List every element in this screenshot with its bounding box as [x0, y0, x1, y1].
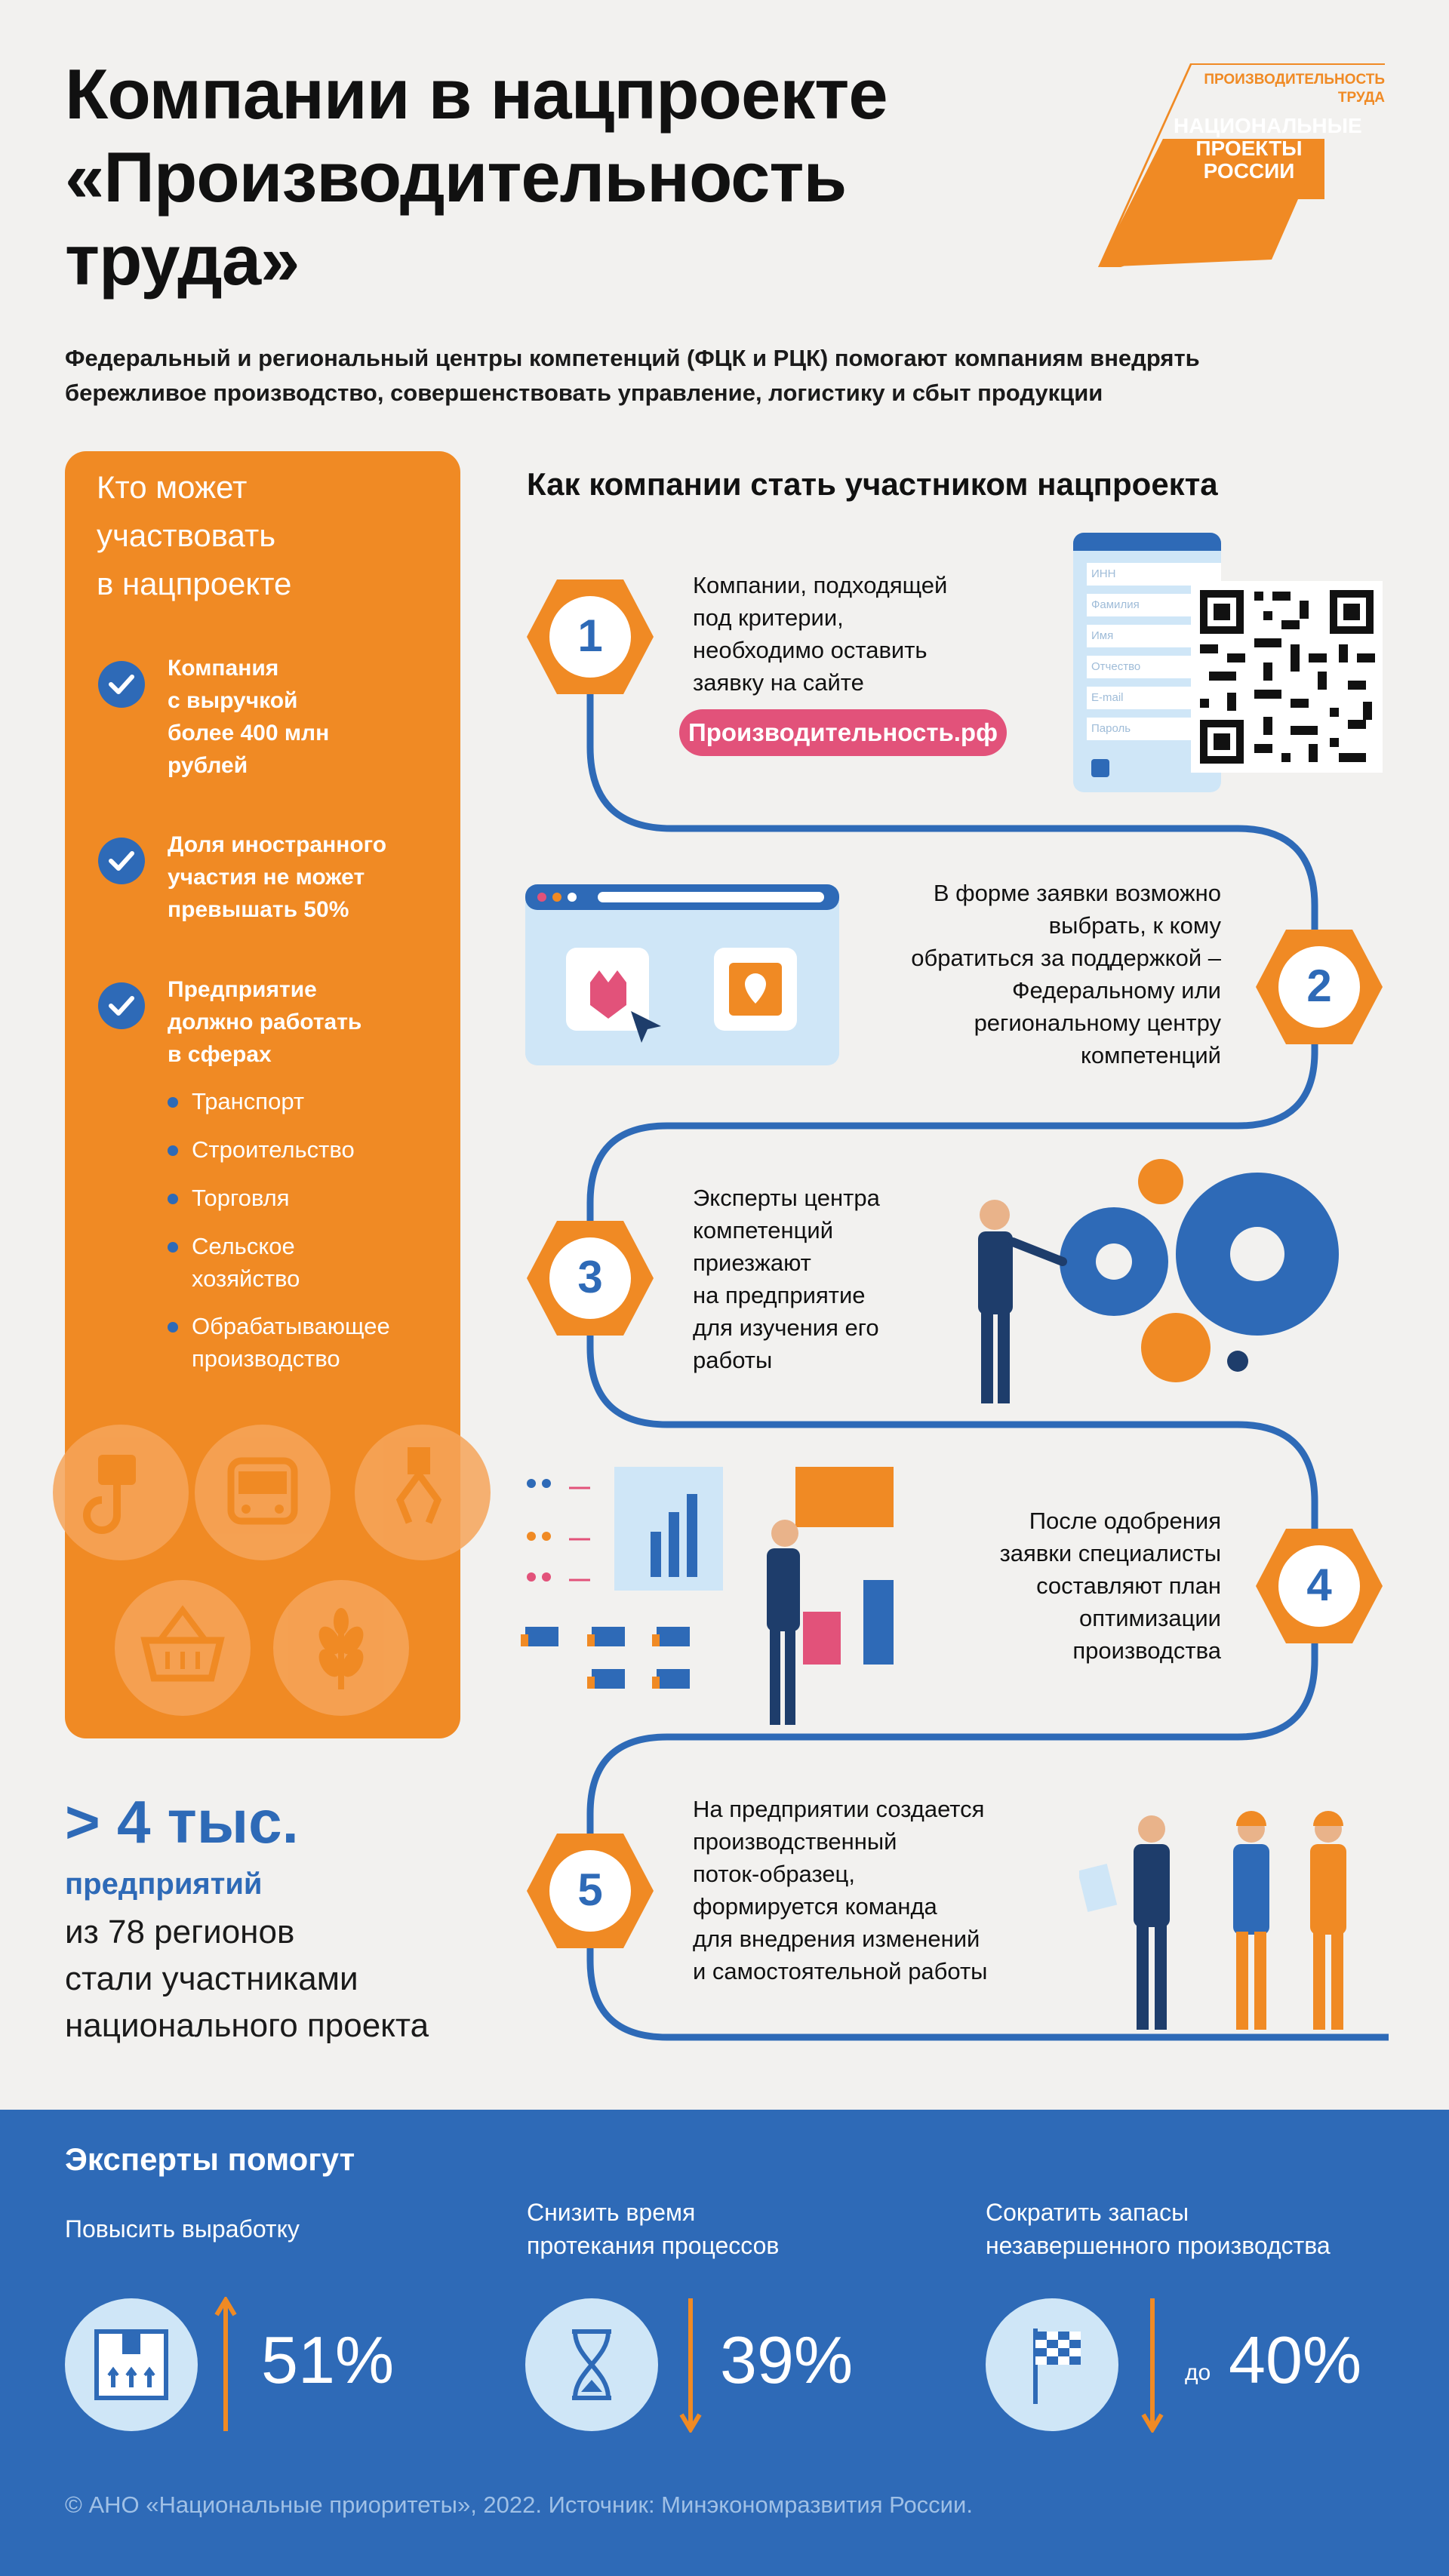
criterion-line: более 400 млн — [168, 721, 330, 745]
benefit-value: 39% — [720, 2322, 854, 2397]
criterion-line: должно работать — [168, 1010, 362, 1034]
arrow-down-icon — [679, 2297, 702, 2433]
benefit-label-line: Снизить время — [527, 2199, 696, 2226]
criterion-line: Доля иностранного — [168, 832, 387, 857]
sphere-line: хозяйство — [192, 1265, 300, 1292]
step-line: под критерии, — [693, 604, 844, 631]
criterion-line: Предприятие — [168, 977, 317, 1002]
benefit-label-line: протекания процессов — [527, 2232, 780, 2259]
hourglass-icon — [525, 2298, 658, 2431]
step-number-4: 4 — [1306, 1560, 1332, 1610]
criterion-line: превышать 50% — [168, 897, 349, 922]
boxes-up-icon — [65, 2298, 198, 2431]
title-line: «Производительность — [65, 137, 847, 217]
step-line: для изучения его — [693, 1314, 879, 1341]
eligibility-title-line: участвовать — [97, 518, 276, 553]
step-line: обратиться за поддержкой – — [911, 945, 1221, 971]
form-field: Фамилия — [1087, 594, 1221, 616]
step-text-1 — [693, 569, 995, 699]
sphere-line: Сельское — [192, 1233, 295, 1259]
step-line: приезжают — [693, 1250, 811, 1276]
step-line: производственный — [693, 1828, 897, 1855]
benefit-value-prefix: до — [1185, 2360, 1211, 2385]
step-line: региональному центру — [974, 1010, 1221, 1036]
participants-line: из 78 регионов — [65, 1914, 295, 1950]
steps-heading: Как компании стать участником нацпроекта — [527, 466, 1218, 502]
logo-wordmark-line: ПРОЕКТЫ — [1195, 137, 1303, 160]
sphere-line: Торговля — [192, 1185, 290, 1211]
step-line: для внедрения изменений — [693, 1926, 980, 1952]
sphere-line: Обрабатывающее — [192, 1313, 390, 1339]
participants-unit: предприятий — [65, 1867, 263, 1901]
logo-caption-line: ПРОИЗВОДИТЕЛЬНОСТЬ — [1204, 72, 1385, 88]
team-workers-illustration — [1079, 1811, 1396, 2037]
step-line: работы — [693, 1347, 773, 1373]
step-line: составляют план — [1036, 1572, 1221, 1599]
source-footer: © АНО «Национальные приоритеты», 2022. Источник: Минэкономразвития России. — [65, 2491, 973, 2518]
subtitle-line: бережливое производство, совершенствовать управление, логистику и сбыт продукции — [65, 380, 1103, 406]
step-text-2 — [823, 877, 1221, 1071]
step-text-4 — [928, 1505, 1221, 1667]
criterion-line: с выручкой — [168, 688, 298, 713]
benefit-value: 51% — [261, 2322, 395, 2397]
step-line: на предприятие — [693, 1282, 866, 1308]
benefit-label-line: Повысить выработку — [65, 2215, 300, 2242]
checkbox-icon — [1091, 759, 1109, 777]
step-line: выбрать, к кому — [1048, 912, 1221, 939]
participants-count: > 4 тыс. — [65, 1788, 299, 1855]
step-line: Компании, подходящей — [693, 572, 948, 598]
form-field: Отчество — [1087, 656, 1221, 678]
step-line: оптимизации — [1078, 1605, 1221, 1631]
step-number-1: 1 — [577, 610, 603, 661]
step-number-2: 2 — [1306, 961, 1332, 1011]
benefit-label — [986, 2196, 1331, 2262]
criterion-line: в сферах — [168, 1042, 272, 1067]
sphere-line: Строительство — [192, 1136, 355, 1163]
form-field: E-mail — [1087, 687, 1221, 709]
logo-caption-line: ТРУДА — [1337, 90, 1385, 106]
title-line: Компании в нацпроекте — [65, 54, 888, 134]
subtitle-line: Федеральный и региональный центры компетенций (ФЦК и РЦК) помогают компаниям внедрять — [65, 345, 1200, 371]
form-field: Пароль — [1087, 718, 1221, 740]
form-field: ИНН — [1087, 563, 1221, 586]
logo-wordmark-line: НАЦИОНАЛЬНЫЕ — [1174, 114, 1362, 137]
benefit-label — [527, 2196, 779, 2262]
step-line: После одобрения — [1029, 1508, 1221, 1534]
step-line: формируется команда — [693, 1893, 937, 1920]
website-link[interactable]: Производительность.рф — [679, 709, 1007, 756]
step-line: производства — [1072, 1637, 1221, 1664]
benefit-value: 40% — [1229, 2322, 1362, 2397]
step-number-5: 5 — [577, 1864, 603, 1915]
form-field: Имя — [1087, 625, 1221, 647]
logo-wordmark-line: РОССИИ — [1203, 159, 1295, 183]
step-line: В форме заявки возможно — [933, 880, 1221, 906]
criterion-line: участия не может — [168, 865, 365, 890]
step-line: На предприятии создается — [693, 1796, 985, 1822]
participants-line: стали участниками — [65, 1960, 358, 1997]
step-text-3 — [693, 1182, 949, 1376]
step-line: поток-образец, — [693, 1861, 855, 1887]
benefit-label — [65, 2212, 300, 2246]
sphere-line: производство — [192, 1345, 340, 1372]
experts-title: Эксперты помогут — [65, 2141, 355, 2177]
step-line: компетенций — [1080, 1042, 1221, 1068]
step-line: и самостоятельной работы — [693, 1958, 988, 1984]
step-line: заявку на сайте — [693, 669, 864, 696]
expert-gears-illustration — [928, 1150, 1396, 1422]
browser-window-illustration — [525, 884, 839, 1065]
step-line: Федеральному или — [1011, 977, 1221, 1004]
step-number-3: 3 — [577, 1252, 603, 1302]
qr-code-icon — [1191, 581, 1383, 773]
sphere-line: Транспорт — [192, 1088, 305, 1114]
step-line: компетенций — [693, 1217, 834, 1243]
step-line: заявки специалисты — [999, 1540, 1221, 1566]
benefit-label-line: Сократить запасы — [986, 2199, 1189, 2226]
arrow-up-icon — [214, 2297, 237, 2433]
step-line: необходимо оставить — [693, 637, 928, 663]
eligibility-title-line: Кто может — [97, 469, 248, 505]
eligibility-title-line: в нацпроекте — [97, 566, 292, 601]
step-text-5 — [693, 1793, 1070, 1987]
benefit-label-line: незавершенного производства — [986, 2232, 1331, 2259]
criterion-line: Компания — [168, 656, 279, 681]
title-line: труда» — [65, 220, 300, 300]
step-line: Эксперты центра — [693, 1185, 880, 1211]
optimization-plan-illustration — [521, 1464, 913, 1735]
criterion-line: рублей — [168, 753, 248, 778]
participants-line: национального проекта — [65, 2007, 429, 2044]
checkered-flag-icon — [986, 2298, 1118, 2431]
arrow-down-icon — [1141, 2297, 1164, 2433]
